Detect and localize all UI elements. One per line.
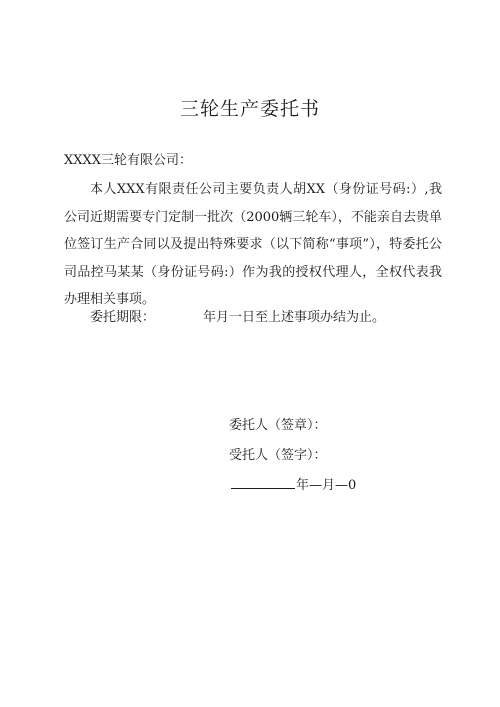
date-line bbox=[231, 474, 356, 493]
period-text: 年月一日至上述事项办结为止。 bbox=[203, 310, 386, 325]
body-paragraph: 本人XXX有限责任公司主要负责人胡XX（身份证号码:）,我公司近期需要专门定制一批次（2000辆三轮车），不能亲自去贵单位签订生产合同以及提出特殊要求（以下简称“事项”），特委托公司品控马某某（身份证号码:）作为我的授权代理人，全权代表我办理相关事项。 bbox=[64, 182, 442, 307]
date-text: 年—月—0 bbox=[296, 478, 357, 493]
salutation: XXXX三轮有限公司： bbox=[64, 153, 193, 168]
document-title: 三轮生产委托书 bbox=[179, 98, 320, 120]
principal-signature-label: 委托人（签章）： bbox=[229, 418, 327, 433]
date-blank-underline bbox=[231, 475, 295, 489]
period-label: 委托期限： bbox=[90, 310, 156, 325]
entrustment-period bbox=[90, 306, 385, 325]
agent-signature-label: 受托人（签字）： bbox=[229, 448, 327, 463]
